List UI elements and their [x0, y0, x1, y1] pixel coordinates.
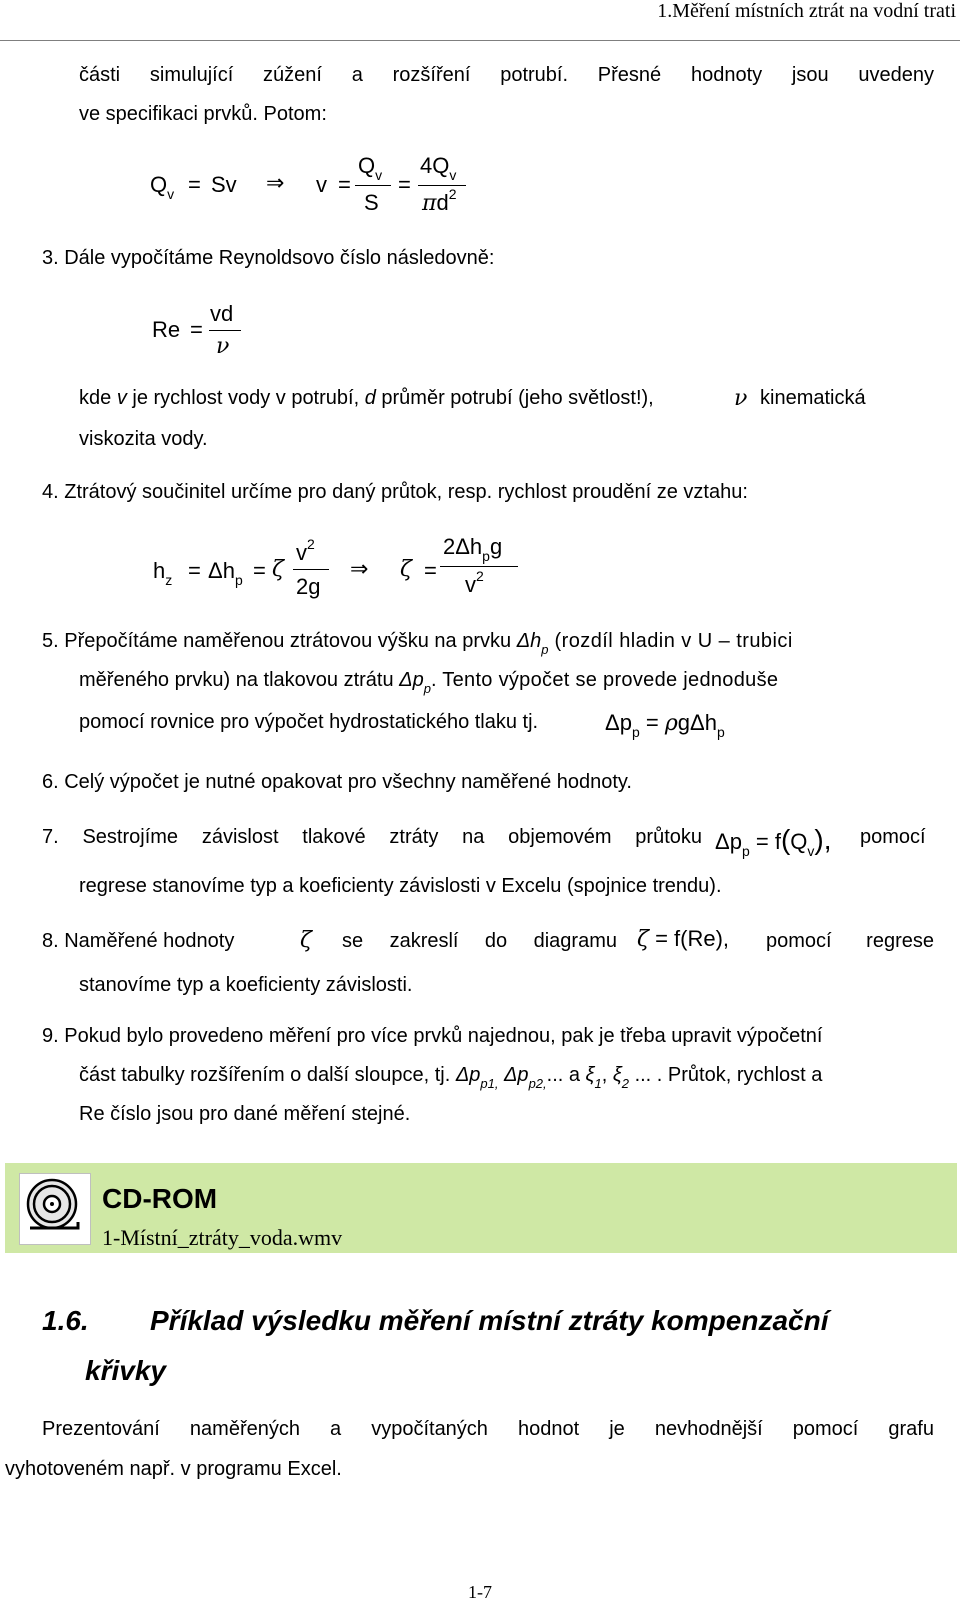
running-header — [0, 0, 960, 41]
fraction-bar — [418, 185, 466, 186]
step-9-line-3: Re číslo jsou pro dané měření stejné. — [79, 1103, 411, 1125]
fraction-bar — [209, 330, 241, 331]
step-6: 6. Celý výpočet je nutné opakovat pro všechny naměřené hodnoty. — [42, 771, 632, 793]
section-title-cont: křivky — [85, 1355, 166, 1386]
closing-line-1: Prezentování naměřených a vypočítaných hodnot je nevhodnější pomocí grafu — [42, 1418, 934, 1440]
step-5-line-2: měřeného prvku) na tlakovou ztrátu $\Delta p_p$. Tento výpočet se provede jednoduše — [79, 669, 779, 696]
intro-line-1: části simulující zúžení a rozšíření potrubí. Přesné hodnoty jsou uvedeny — [79, 64, 934, 86]
equation-hydrostatic: $\Delta p_p = \rho g\Delta h_p$ — [605, 710, 725, 740]
cdrom-title: CD-ROM — [102, 1183, 218, 1214]
equation-dp-of-q: $\Delta p_p = f(Q_v)$, — [715, 824, 832, 859]
cdrom-file[interactable]: 1-Místní_ztráty_voda.wmv — [102, 1225, 343, 1250]
step-5-line-3: pomocí rovnice pro výpočet hydrostatického tlaku tj. — [79, 711, 539, 733]
implies-symbol: ⇒ — [350, 556, 369, 581]
step-8-line-2: stanovíme typ a koeficienty závislosti. — [79, 974, 413, 996]
explain-line-1: kde v je rychlost vody v potrubí, d průměr potrubí (jeho světlost!), — [79, 387, 654, 409]
step-5-line-1: 5. Přepočítáme naměřenou ztrátovou výšku na prvku $\Delta h_p$ (rozdíl hladin v U – trubici — [42, 630, 793, 657]
step-7-line-1: 7. Sestrojíme závislost tlakové ztráty na objemovém průtoku — [42, 826, 702, 848]
explain-line-2: viskozita vody. — [79, 428, 208, 450]
closing-line-2: vyhotoveném např. v programu Excel. — [5, 1458, 342, 1480]
fraction-bar — [355, 185, 391, 186]
step-9-line-2: část tabulky rozšířením o další sloupce, tj. $\Delta p_{p1,}$ $\Delta p_{p2,}$... a $\xi_1$, $\xi_2$ ... . Průtok, rychlost a — [79, 1064, 823, 1091]
section-number: 1.6. — [42, 1305, 89, 1336]
running-title: 1.Měření místních ztrát na vodní trati — [657, 0, 956, 22]
step-3: 3. Dále vypočítáme Reynoldsovo číslo následovně: — [42, 247, 495, 269]
fraction-bar — [440, 566, 518, 567]
equation-zeta-of-re: ζ = f(Re), — [637, 926, 730, 952]
cd-icon — [19, 1173, 91, 1245]
page-number: 1-7 — [468, 1582, 492, 1602]
implies-symbol: ⇒ — [266, 170, 285, 195]
cdrom-box — [5, 1163, 957, 1253]
fraction-bar — [293, 569, 329, 570]
step-4: 4. Ztrátový součinitel určíme pro daný průtok, resp. rychlost proudění ze vztahu: — [42, 481, 748, 503]
section-title: Příklad výsledku měření místní ztráty kompenzační — [150, 1305, 829, 1336]
step-9-line-1: 9. Pokud bylo provedeno měření pro více prvků najednou, pak je třeba upravit výpočetní — [42, 1025, 823, 1047]
step-7-line-2: regrese stanovíme typ a koeficienty závislosti v Excelu (spojnice trendu). — [79, 875, 722, 897]
intro-line-2: ve specifikaci prvků. Potom: — [79, 103, 327, 125]
